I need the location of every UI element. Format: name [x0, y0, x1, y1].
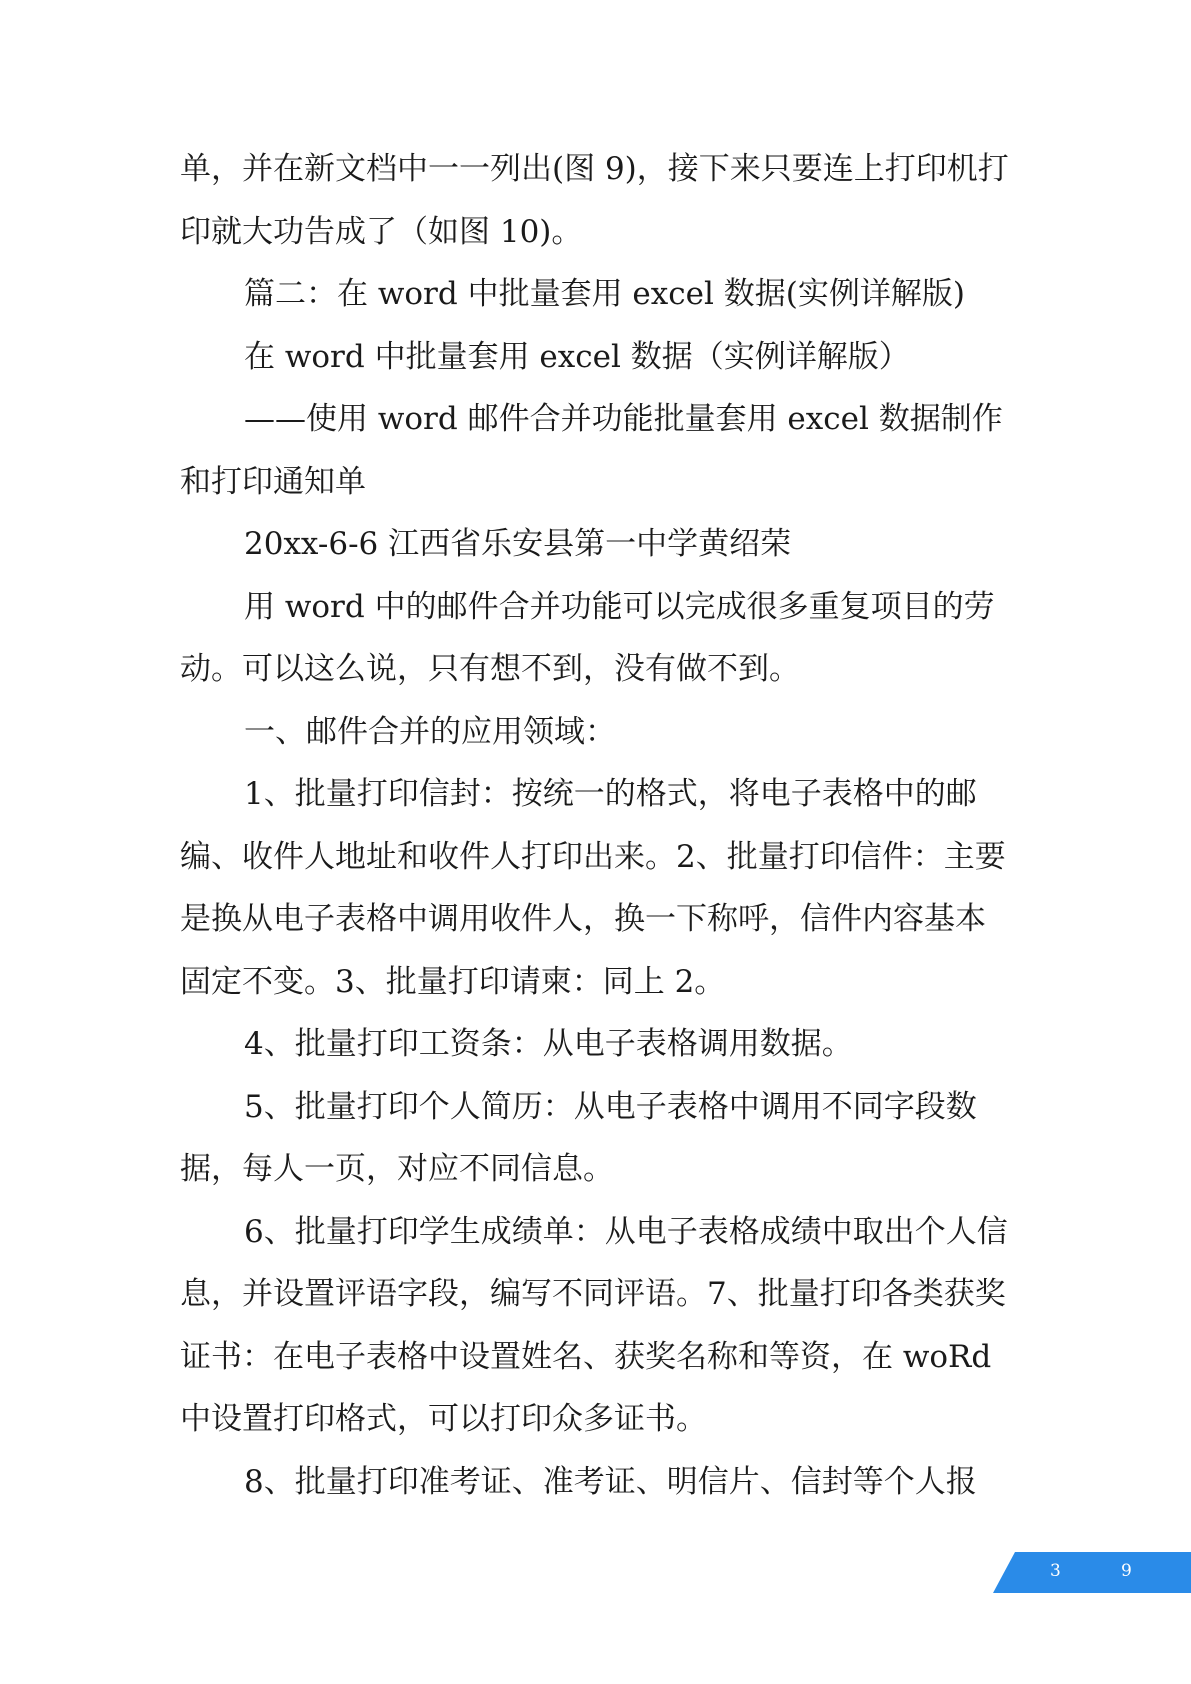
- paragraph: 4、批量打印工资条：从电子表格调用数据。: [244, 1026, 853, 1062]
- total-pages-number: 9: [1121, 1561, 1132, 1581]
- paragraph: 在 word 中批量套用 excel 数据（实例详解版）: [244, 338, 910, 375]
- paragraph: 20xx-6-6 江西省乐安县第一中学黄绍荣: [244, 526, 792, 562]
- document-body: [180, 138, 1010, 1513]
- paragraph: 6、批量打印学生成绩单：从电子表格成绩中取出个人信息，并设置评语字段，编写不同评语。7、批量打印各类获奖证书：在电子表格中设置姓名、获奖名称和等资，在 woRd 中设置打印格式，可以打印众多证书。: [180, 1213, 1008, 1437]
- paragraph: 5、批量打印个人简历：从电子表格中调用不同字段数据，每人一页，对应不同信息。: [180, 1088, 977, 1187]
- page-footer-bar: [993, 1552, 1191, 1593]
- paragraph: 用 word 中的邮件合并功能可以完成很多重复项目的劳动。可以这么说，只有想不到，没有做不到。: [180, 588, 995, 687]
- paragraph: 1、批量打印信封：按统一的格式，将电子表格中的邮编、收件人地址和收件人打印出来。2、批量打印信件：主要是换从电子表格中调用收件人，换一下称呼，信件内容基本固定不变。3、批量打印请柬：同上 2。: [180, 776, 1006, 1000]
- paragraph: 单，并在新文档中一一列出(图 9)，接下来只要连上打印机打印就大功告成了（如图 10)。: [180, 151, 1009, 250]
- paragraph: ——使用 word 邮件合并功能批量套用 excel 数据制作和打印通知单: [180, 401, 1003, 500]
- paragraph: 8、批量打印准考证、准考证、明信片、信封等个人报: [244, 1463, 977, 1500]
- paragraph: 一、邮件合并的应用领域：: [244, 713, 616, 750]
- paragraph: 篇二：在 word 中批量套用 excel 数据(实例详解版): [244, 276, 965, 312]
- current-page-number: 3: [1050, 1561, 1061, 1581]
